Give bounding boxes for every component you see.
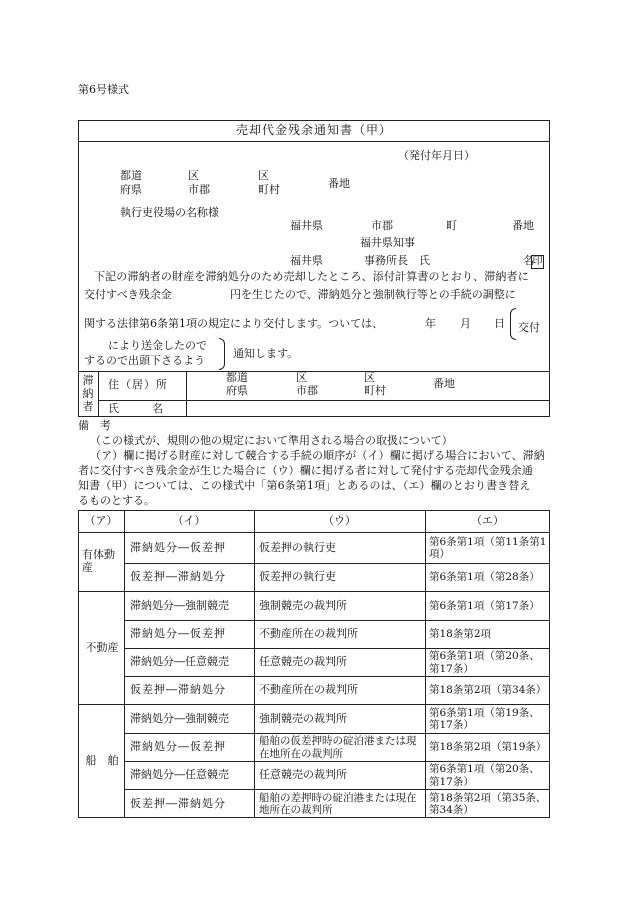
col-divider-3 — [425, 510, 426, 818]
title-divider — [78, 141, 550, 142]
notice-form — [78, 120, 550, 417]
body-line-3: 関する法律第6条第1項の規定により交付します。ついては、 — [84, 317, 384, 330]
procedure-cell: 滞納処分―仮差押 — [130, 740, 226, 754]
recipient-cell: 強制競売の裁判所 — [259, 598, 347, 612]
debtor-label-divider — [98, 371, 99, 417]
procedure-cell: 仮差押―滞納処分 — [130, 796, 226, 810]
addressee-ku2-top: 区 — [258, 169, 269, 182]
article-cell: 第6条第1項（第19条、第17条） — [429, 706, 540, 731]
procedure-cell: 滞納処分―任意競売 — [130, 655, 229, 669]
addressee-ku-top: 区 — [188, 169, 199, 182]
debtor-ku-top: 区 — [296, 371, 307, 384]
procedure-cell: 滞納処分―強制競売 — [130, 711, 229, 725]
seal-stamp: 印 — [532, 256, 543, 267]
header-e: （エ） — [471, 514, 504, 527]
recipient-cell: 仮差押の執行吏 — [259, 570, 336, 584]
sender-city: 市郡 — [371, 219, 393, 232]
article-cell: 第6条第1項（第20条、第17条） — [429, 650, 540, 675]
debtor-address-label: 住（居）所 — [108, 378, 168, 391]
addressee-pref-top: 都道 — [120, 169, 142, 182]
procedure-cell: 滞納処分―仮差押 — [130, 627, 226, 641]
form-title: 売却代金残余通知書（甲） — [235, 123, 392, 137]
article-cell: 第18条第2項（第19条） — [429, 741, 547, 754]
issue-date: （発付年月日） — [398, 149, 475, 162]
option-appear: するので出頭下さるよう — [84, 354, 205, 367]
sender-office: 事務所長 氏 — [364, 254, 430, 267]
procedure-cell: 仮差押―滞納処分 — [130, 683, 226, 697]
sender-town: 町 — [446, 219, 457, 232]
recipient-cell: 強制競売の裁判所 — [259, 711, 347, 725]
procedure-cell: 滞納処分―強制競売 — [130, 598, 229, 612]
property-movables: 有体動産 — [82, 548, 115, 574]
property-realestate: 不動産 — [85, 640, 119, 654]
option-bracket-1 — [510, 308, 516, 340]
col-divider-1 — [124, 510, 125, 818]
header-a: （ア） — [84, 514, 118, 527]
debtor-pref-bottom: 府県 — [226, 384, 248, 397]
recipient-cell: 不動産所在の裁判所 — [259, 627, 358, 641]
procedure-cell: 滞納処分―任意競売 — [130, 768, 229, 782]
addressee-banchi: 番地 — [328, 177, 350, 190]
notes-heading: 備 考 — [78, 419, 111, 432]
procedure-cell: 仮差押―滞納処分 — [130, 570, 226, 584]
header-u: （ウ） — [323, 514, 356, 527]
article-cell: 第6条第1項（第20条、第17条） — [429, 763, 540, 788]
debtor-ku2-bottom: 町村 — [364, 384, 386, 397]
debtor-ku2-top: 区 — [364, 371, 375, 384]
body-month: 月 — [460, 317, 471, 330]
debtor-field-divider — [186, 371, 187, 417]
debtor-label: 滞納者 — [82, 374, 94, 413]
recipient-cell: 任意競売の裁判所 — [259, 768, 347, 782]
notes-line-4: 知書（甲）については、この様式中「第6条第1項」とあるのは、（エ）欄のとおり書き替え — [78, 479, 531, 492]
sender-banchi: 番地 — [512, 219, 534, 232]
article-cell: 第18条第2項（第34条） — [429, 684, 547, 697]
addressee-ku-bottom: 市郡 — [188, 183, 210, 196]
property-ship: 船 舶 — [85, 754, 119, 768]
form-number: 第6号様式 — [78, 83, 129, 96]
debtor-name-label: 氏 名 — [108, 402, 163, 415]
sender-pref-2: 福井県 — [290, 254, 323, 267]
col-divider-2 — [254, 510, 255, 818]
body-day: 日 — [494, 317, 505, 330]
notes-line-2: （ア）欄に掲げる財産に対して競合する手続の順序が（イ）欄に掲げる場合において、滞納 — [90, 449, 545, 462]
article-cell: 第6条第1項（第17条） — [429, 599, 540, 612]
addressee-pref-bottom: 府県 — [120, 183, 142, 196]
article-cell: 第6条第1項（第28条） — [429, 571, 540, 584]
recipient-cell: 船舶の仮差押時の碇泊港または現在地所在の裁判所 — [259, 735, 417, 760]
option-bracket-2 — [219, 338, 225, 370]
debtor-divider — [78, 371, 550, 372]
body-line-2a: 交付すべき残余金 — [84, 288, 172, 301]
notify-text: 通知します。 — [233, 347, 299, 360]
notes-line-5: るものとする。 — [78, 494, 155, 507]
sender-governor: 福井県知事 — [360, 236, 415, 249]
sender-name: 名 — [523, 254, 534, 267]
debtor-banchi: 番地 — [433, 377, 455, 390]
body-line-2b: 円を生じたので、滞納処分と強制執行等との手続の調整に — [230, 288, 516, 301]
recipient-cell: 船舶の差押時の碇泊港または現在地所在の裁判所 — [259, 791, 417, 816]
procedure-cell: 滞納処分―仮差押 — [130, 540, 226, 554]
option-remit: により送金したので — [108, 339, 207, 352]
article-cell: 第18条第2項 — [429, 628, 492, 641]
option-deliver: 交付 — [518, 321, 540, 334]
body-year: 年 — [425, 317, 436, 330]
article-cell: 第18条第2項（第35条、第34条） — [429, 791, 547, 816]
article-cell: 第6条第1項（第11条第1項） — [429, 535, 547, 560]
recipient-cell: 任意競売の裁判所 — [259, 655, 347, 669]
notes-line-3: 者に交付すべき残余金が生じた場合に（ウ）欄に掲げる者に対して発付する売却代金残余通 — [78, 464, 533, 477]
recipient-cell: 不動産所在の裁判所 — [259, 683, 358, 697]
recipient-cell: 仮差押の執行吏 — [259, 540, 336, 554]
addressee-name: 執行吏役場の名称様 — [120, 206, 219, 219]
debtor-ku-bottom: 市郡 — [296, 384, 318, 397]
body-line-1: 下記の滞納者の財産を滞納処分のため売却したところ、添付計算書のとおり、滞納者に — [94, 270, 529, 283]
notes-line-1: （この様式が、規則の他の規定において準用される場合の取扱について） — [90, 434, 453, 447]
addressee-ku2-bottom: 町村 — [258, 183, 280, 196]
debtor-pref-top: 都道 — [226, 371, 248, 384]
sender-pref: 福井県 — [290, 219, 323, 232]
debtor-row-divider — [98, 400, 550, 401]
header-i: （イ） — [172, 514, 206, 527]
